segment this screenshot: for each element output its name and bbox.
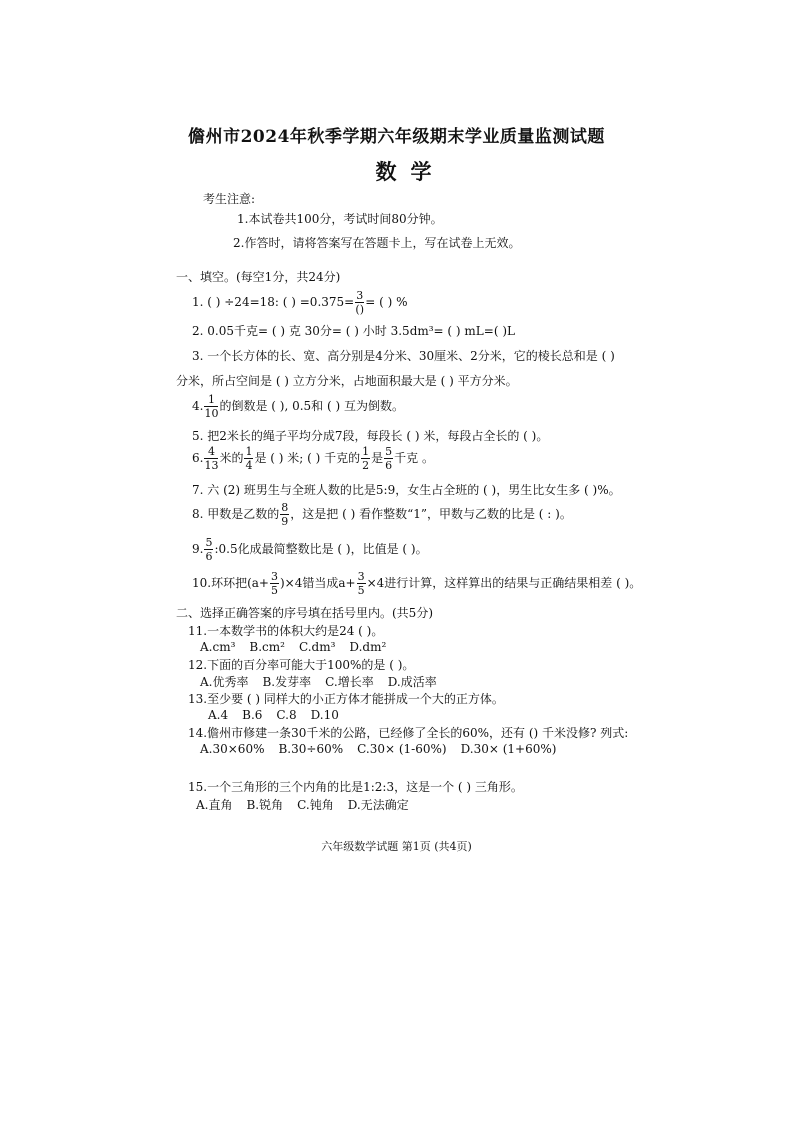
question-1 [192,290,407,315]
question-15-options [196,796,423,813]
fraction: $\frac{5}{6}$ [385,445,393,472]
option-a: A.直角 [196,798,233,812]
question-10 [192,571,641,596]
question-3-line-2: 分米，所占空间是 ( ) 立方分米，占地面积最大是 ( ) 平方分米。 [176,374,518,388]
option-a: A.优秀率 [200,675,249,689]
option-d: D.无法确定 [347,798,409,812]
exam-title: 儋州市2024年秋季学期六年级期末学业质量监测试题 [188,127,605,147]
question-15-stem: 15.一个三角形的三个内角的比是1:2:3，这是一个 ( ) 三角形。 [188,780,523,794]
question-4-text: 的倒数是 ( ), 0.5和 ( ) 互为倒数。 [219,399,404,413]
fraction: $\frac{4}{13}$ [204,445,219,472]
question-5: 5. 把2米长的绳子平均分成7段，每段长 ( ) 米，每段占全长的 ( )。 [192,429,549,443]
question-6 [192,446,434,471]
question-12-stem: 12.下面的百分率可能大于100%的是 ( )。 [188,658,415,672]
option-b: B.锐角 [246,798,284,812]
notice-item-1: 1.本试卷共100分，考试时间80分钟。 [237,212,443,226]
option-a: A.30×60% [200,742,265,756]
question-13-options [208,708,353,722]
section-2-heading: 二、选择正确答案的序号填在括号里内。(共5分) [176,606,433,620]
question-10-text: 10.环环把(a+ [192,576,269,590]
question-9 [192,537,428,562]
question-10-text: )×4错当成a+ [279,576,356,590]
question-11-stem: 11.一本数学书的体积大约是24 ( )。 [188,624,384,638]
option-b: B.发芽率 [262,675,312,689]
notice-item-2: 2.作答时，请将答案写在答题卡上，写在试卷上无效。 [233,236,521,250]
question-6-text: 千克 。 [394,451,434,465]
fraction: $\frac{3}{5}$ [270,570,278,597]
option-d: D.dm² [349,640,387,654]
question-6-text: 米的 [219,451,244,465]
fraction: $\frac{5}{6}$ [205,536,213,563]
fraction: $\frac{3}{5}$ [357,570,365,597]
question-14-options [200,742,570,756]
question-7: 7. 六 (2) 班男生与全班人数的比是5:9，女生占全班的 ( )，男生比女生多 ( )%。 [192,483,621,497]
fraction: $\frac{3}{()}$ [355,289,365,316]
question-13-stem: 13.至少要 ( ) 同样大的小正方体才能拼成一个大的正方体。 [188,692,504,706]
option-a: A.cm³ [200,640,236,654]
option-d: D.成活率 [387,675,437,689]
question-6-text: 是 ( ) 米; ( ) 千克的 [254,451,361,465]
question-11-options [200,640,400,654]
option-c: C.钝角 [297,798,334,812]
question-10-text: ×4进行计算，这样算出的结果与正确结果相差 ( )。 [366,576,642,590]
option-a: A.4 [208,708,229,722]
question-9-text: :0.5化成最简整数比是 ( )，比值是 ( )。 [214,542,428,556]
question-number: 9. [192,542,204,556]
exam-subject: 数学 [375,159,446,184]
section-1-heading: 一、填空。(每空1分，共24分) [176,270,341,284]
fraction: $\frac{1}{4}$ [245,445,253,472]
question-number: 4. [192,399,204,413]
question-1-text-a: 1. ( ) ÷24=18: ( ) =0.375= [192,295,355,309]
question-8-text: ，这是把 ( ) 看作整数“1”，甲数与乙数的比是 ( : )。 [290,507,572,521]
option-d: D.10 [310,708,339,722]
question-3-line-1: 3. 一个长方体的长、宽、高分别是4分米、30厘米、2分米，它的棱长总和是 ( ) [192,349,615,363]
question-8-text: 8. 甲数是乙数的 [192,507,280,521]
question-6-text: 是 [371,451,384,465]
page-footer: 六年级数学试题 第1页 (共4页) [321,840,472,853]
question-2: 2. 0.05千克= ( ) 克 30分= ( ) 小时 3.5dm³= ( ) mL=( )L [192,324,515,338]
question-number: 6. [192,451,204,465]
option-c: C.30× (1-60%) [357,742,447,756]
question-8 [192,502,572,527]
option-b: B.cm² [249,640,285,654]
option-c: C.dm³ [298,640,336,654]
option-c: C.增长率 [325,675,374,689]
question-14-stem: 14.儋州市修建一条30千米的公路，已经修了全长的60%，还有 () 千米没修? 列式: [188,726,629,740]
notice-heading: 考生注意: [203,192,256,206]
fraction: $\frac{8}{9}$ [281,501,289,528]
fraction: $\frac{1}{10}$ [204,393,219,420]
option-c: C.8 [276,708,297,722]
option-d: D.30× (1+60%) [460,742,557,756]
option-b: B.30÷60% [278,742,344,756]
question-4 [192,394,404,419]
question-12-options [200,673,451,690]
question-1-text-b: = ( ) % [365,295,408,309]
fraction: $\frac{1}{2}$ [362,445,370,472]
option-b: B.6 [242,708,263,722]
